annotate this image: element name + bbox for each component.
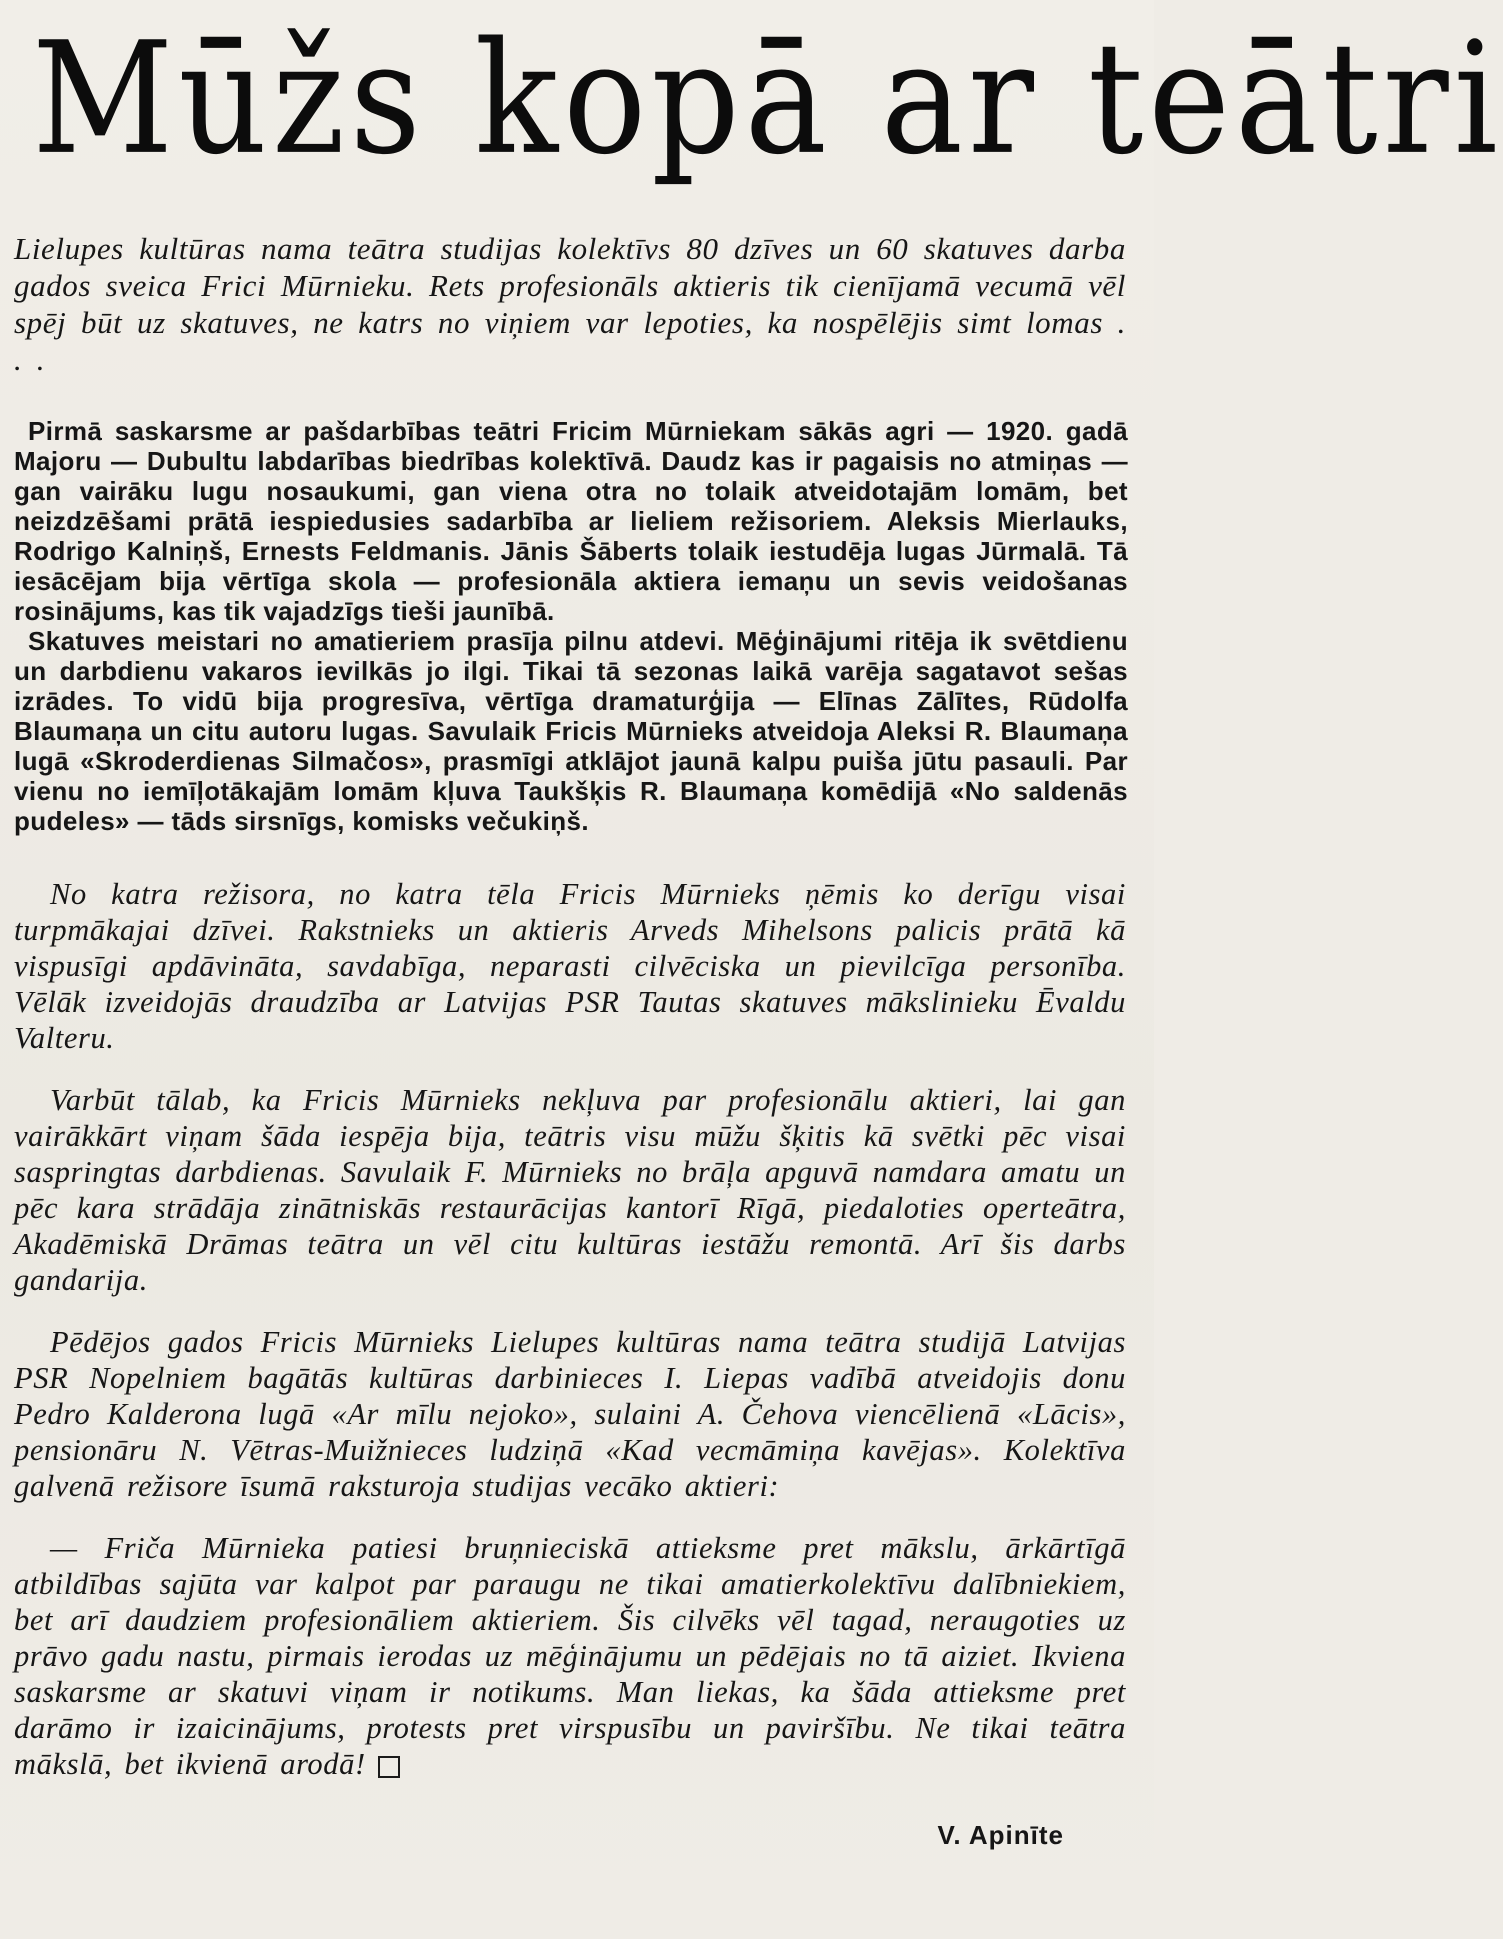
- body-paragraph: Pēdējos gados Fricis Mūrnieks Lielupes kultūras nama teātra studijā Latvijas PSR Nopelniem bagātās kultūras darbinieces I. Liepas vadībā atveidojis donu Pedro Kalderona lugā «Ar mīlu nejoko», sulaini A. Čehova viencēlienā «Lācis», pensionāru N. Vētras-Muižnieces ludziņā «Kad vecmāmiņa kavējas». Kolektīva galvenā režisore īsumā raksturoja studijas vecāko aktieri:: [14, 1325, 1126, 1503]
- article-body-italic: [14, 876, 1134, 1782]
- article-lead: Lielupes kultūras nama teātra studijas kolektīvs 80 dzīves un 60 skatuves darba gados sveica Frici Mūrnieku. Rets profesionāls aktieris tik cienījamā vecumā vēl spēj būt uz skatuves, ne katrs no viņiem var lepoties, ka nospēlējis simt lomas . . .: [14, 231, 1126, 377]
- body-paragraph: Pirmā saskarsme ar pašdarbības teātri Fricim Mūrniekam sākās agri — 1920. gadā Majoru — Dubultu labdarības biedrības kolektīvā. Daudz kas ir pagaisis no atmiņas — gan vairāku lugu nosaukumi, gan viena otra no tolaik atveidotajām lomām, bet neizdzēšami prātā iespiedusies sadarbība ar lieliem režisoriem. Aleksis Mierlauks, Rodrigo Kalniņš, Ernests Feldmanis. Jānis Šāberts tolaik iestudēja lugas Jūrmalā. Tā iesācējam bija vērtīga skola — profesionāla aktiera iemaņu un sevis veidošanas rosinājums, kas tik vajadzīgs tieši jaunībā.: [14, 416, 1128, 626]
- quote-text: — Friča Mūrnieka patiesi bruņnieciskā attieksme pret mākslu, ārkārtīgā atbildības sajūta var kalpot par paraugu ne tikai amatierkolektīvu dalībniekiem, bet arī daudziem profesionāliem aktieriem. Šis cilvēks vēl tagad, neraugoties uz prāvo gadu nastu, pirmais ierodas uz mēģinājumu un pēdējais no tā aiziet. Ikviena saskarsme ar skatuvi viņam ir notikums. Man liekas, ka šāda attieksme pret darāmo ir izaicinājums, protests pret virspusību un paviršību. Ne tikai teātra mākslā, bet ikvienā arodā!: [14, 1531, 1126, 1781]
- body-paragraph: Varbūt tālab, ka Fricis Mūrnieks nekļuva par profesionālu aktieri, lai gan vairākkārt viņam šāda iespēja bija, teātris visu mūžu šķitis kā svētki pēc visai saspringtas darbdienas. Savulaik F. Mūrnieks no brāļa apguvā namdara amatu un pēc kara strādāja zinātniskās restaurācijas kantorī Rīgā, piedaloties operteātra, Akadēmiskā Drāmas teātra un vēl citu kultūras iestāžu remontā. Arī šis darbs gandarija.: [14, 1083, 1126, 1297]
- body-paragraph: No katra režisora, no katra tēla Fricis Mūrnieks ņēmis ko derīgu visai turpmākajai dzīvei. Rakstnieks un aktieris Arveds Mihelsons palicis prātā kā vispusīgi apdāvināta, savdabīga, neparasti cilvēciska un pievilcīga personība. Vēlāk izveidojās draudzība ar Latvijas PSR Tautas skatuves mākslinieku Ēvaldu Valteru.: [14, 877, 1126, 1055]
- author-signature: V. Apinīte: [937, 1820, 1064, 1850]
- article-headline: Mūžs kopā ar teātri: [32, 8, 1503, 189]
- body-paragraph-quote: [14, 1530, 1126, 1782]
- body-paragraph: Skatuves meistari no amatieriem prasīja pilnu atdevi. Mēģinājumi ritēja ik svētdienu un darbdienu vakaros ievilkās jo ilgi. Tikai tā sezonas laikā varēja sagatavot sešas izrādes. To vidū bija progresīva, vērtīga dramaturģija — Elīnas Zālītes, Rūdolfa Blaumaņa un citu autoru lugas. Savulaik Fricis Mūrnieks atveidoja Aleksi R. Blaumaņa lugā «Skroderdienas Silmačos», prasmīgi atklājot jaunā kalpu puiša jūtu pasauli. Par vienu no iemīļotākajām lomām kļuva Taukšķis R. Blaumaņa komēdijā «No saldenās pudeles» — tāds sirsnīgs, komisks večukiņš.: [14, 626, 1128, 836]
- end-of-article-mark: [378, 1756, 400, 1778]
- article-body-bold: [14, 416, 1134, 836]
